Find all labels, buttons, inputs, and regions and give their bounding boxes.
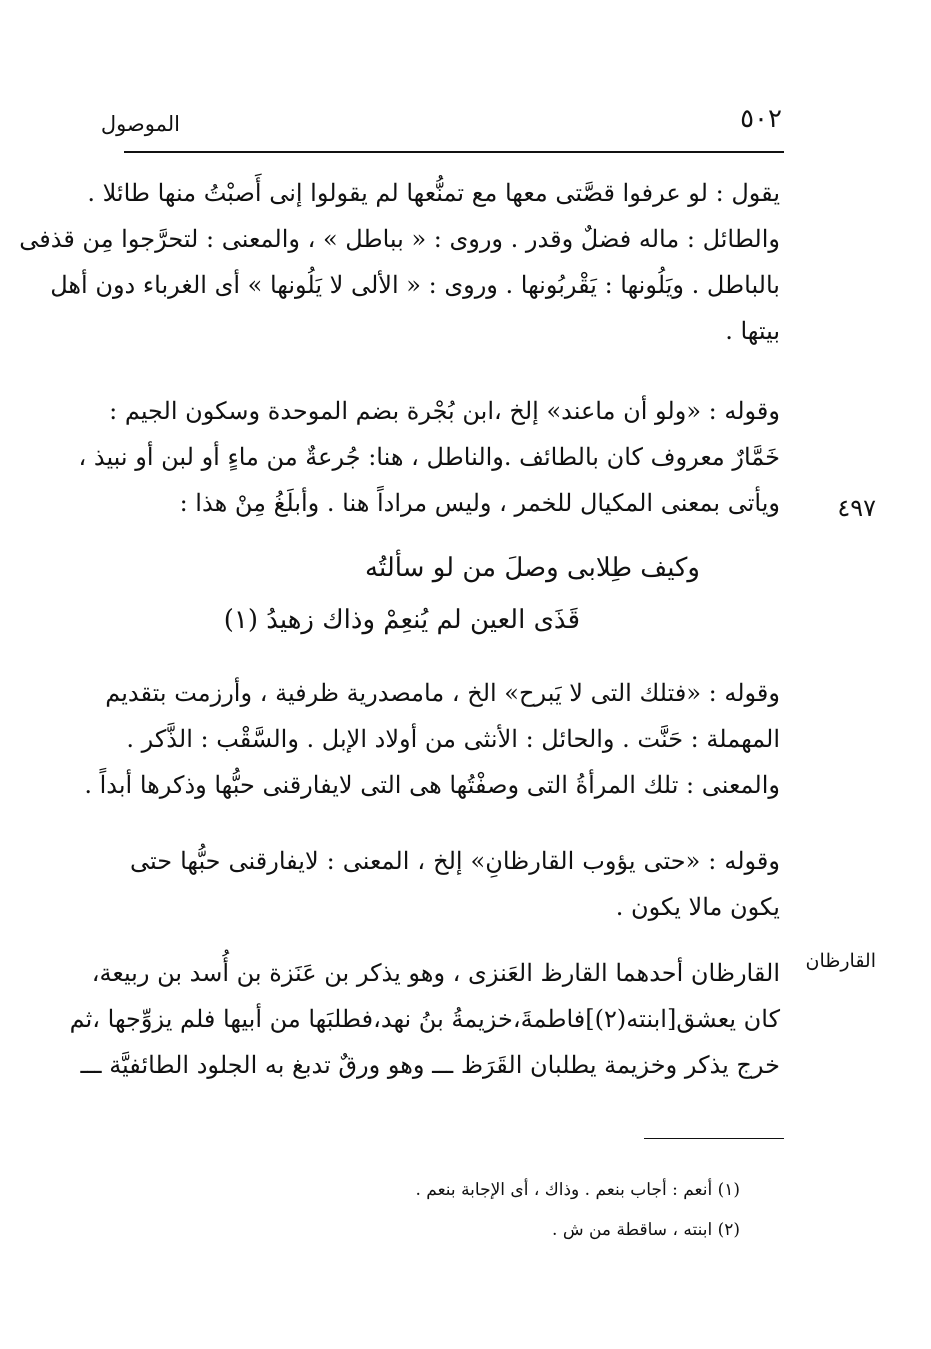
paragraph-4 — [130, 838, 780, 930]
text-line: بيتها . — [725, 317, 780, 345]
text-line: القارظان أحدهما القارظ العَنزى ، وهو يذكر بن عَنَزة بن أُسد بن ربيعة، — [91, 959, 780, 987]
paragraph-2 — [78, 388, 780, 526]
footnote-1: (١) أنعم : أجاب بنعم . وذاك ، أى الإجابة بنعم . — [415, 1180, 740, 1200]
verse-hemistich-2: قَذَى العين لم يُنعِمْ وذاك زهيدُ (١) — [223, 605, 580, 635]
margin-reference-number: ٤٩٧ — [837, 494, 876, 522]
footnote-2: (٢) ابنته ، ساقطة من ش . — [552, 1220, 740, 1240]
text-line: خَمَّارٌ معروف كان بالطائف .والناطل ، هنا: جُرعةٌ من ماءٍ أو لبن أو نبيذ ، — [78, 443, 780, 471]
paragraph-3 — [84, 670, 780, 808]
text-line: وقوله : «فتلك التى لا يَبرح» الخ ، مامصدرية ظرفية ، وأرزمت بتقديم — [105, 679, 780, 707]
text-line: ويأتى بمعنى المكيال للخمر ، وليس مراداً هنا . وأبلَغُ مِنْ هذا : — [179, 489, 780, 517]
margin-keyword: القارظان — [805, 950, 876, 972]
text-line: وقوله : «ولو أن ماعند» إلخ ،ابن بُجْرة بضم الموحدة وسكون الجيم : — [109, 397, 780, 425]
text-line: بالباطل . ويَلُونها : يَقْربُونها . وروى : « الألى لا يَلُونها » أى الغرباء دون أهل — [50, 271, 780, 299]
text-line: كان يعشق[ابنته(٢)]فاطمةَ،خزيمةُ بنُ نهد،فطلبَها من أبيها فلم يزوِّجها ،ثم — [69, 1005, 780, 1033]
text-line: والطائل : ماله فضلٌ وقدر . وروى : « بباطل » ، والمعنى : لتحرَّجوا مِن قذفى — [19, 225, 780, 253]
text-line: يكون مالا يكون . — [615, 893, 780, 921]
text-line: خرج يذكر وخزيمة يطلبان القَرَظ ـــ وهو ورقٌ تدبغ به الجلود الطائفيَّة ـــ — [80, 1051, 780, 1079]
text-line: وقوله : «حتى يؤوب القارظانِ» إلخ ، المعنى : لايفارقنى حبُّها حتى — [130, 847, 780, 875]
page-number: ٥٠٢ — [740, 104, 782, 134]
running-title: الموصول — [100, 112, 180, 136]
header-rule — [124, 151, 784, 153]
text-line: والمعنى : تلك المرأةُ التى وصفْتُها هى التى لايفارقنى حبُّها وذكرها أبداً . — [84, 771, 780, 799]
paragraph-5 — [69, 950, 780, 1088]
verse-hemistich-1: وكيف طِلابى وصلَ من لو سألتُه — [365, 553, 700, 583]
text-line: المهملة : حَنَّت . والحائل : الأنثى من أولاد الإبل . والسَّقْب : الذَّكر . — [126, 725, 780, 753]
text-line: يقول : لو عرفوا قصَّتى معها مع تمنُّعها لم يقولوا إنى أَصبْتُ منها طائلا . — [87, 179, 780, 207]
footnote-rule — [644, 1138, 784, 1139]
paragraph-1 — [19, 170, 780, 354]
